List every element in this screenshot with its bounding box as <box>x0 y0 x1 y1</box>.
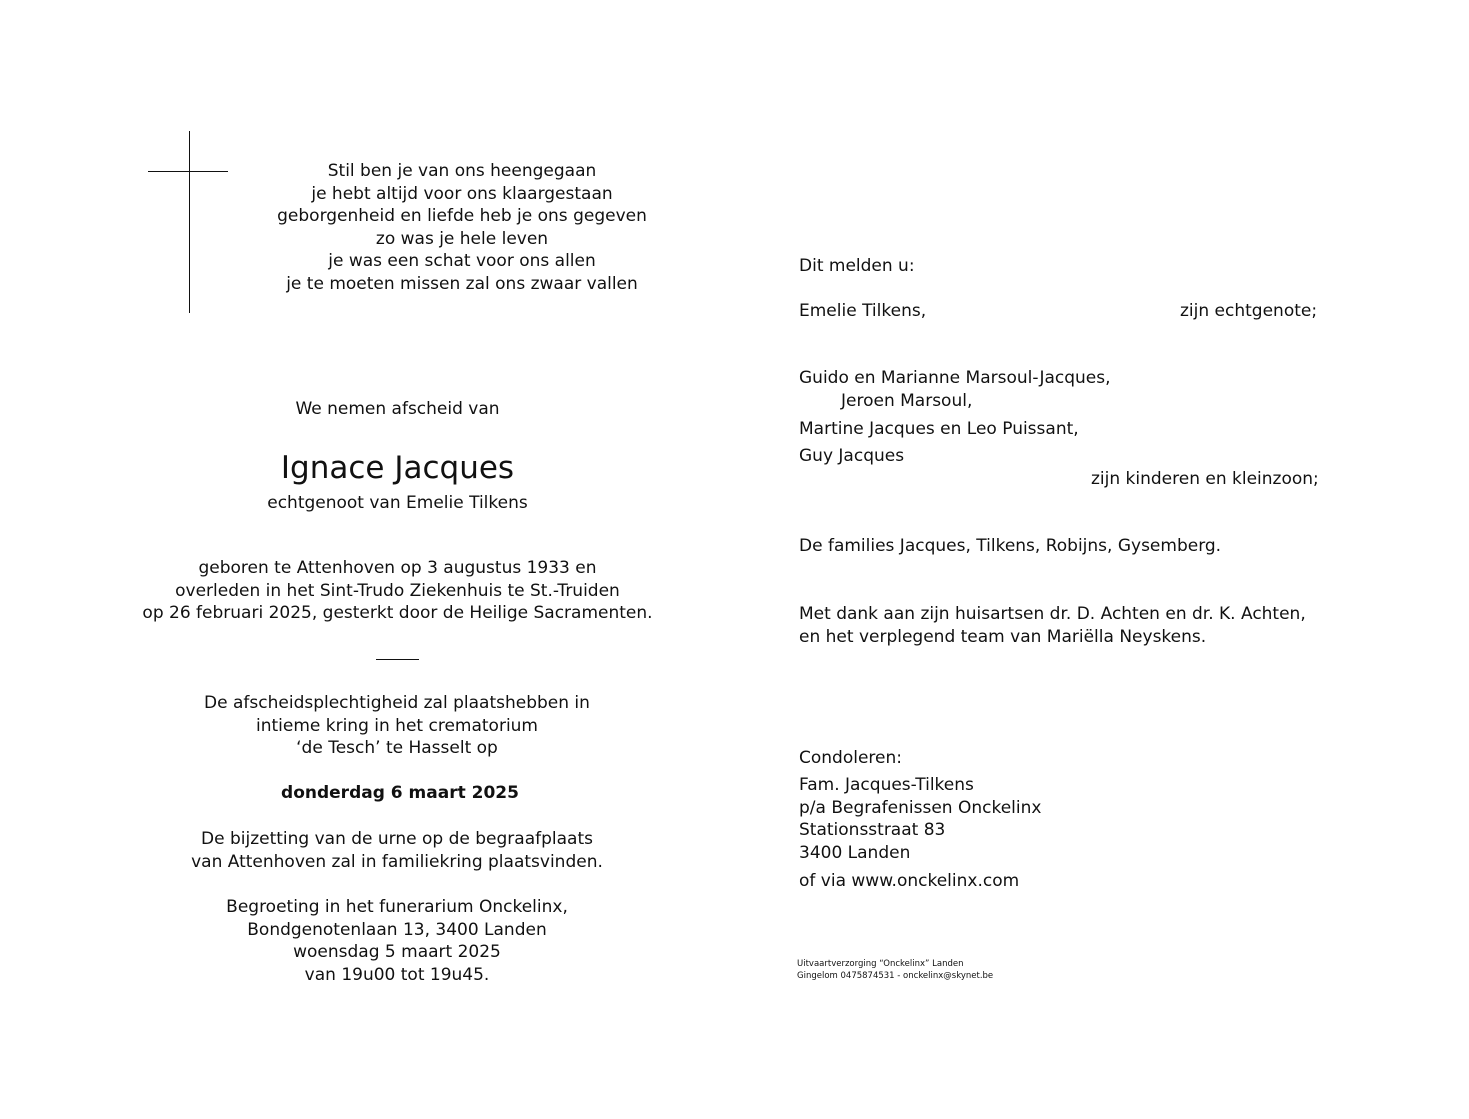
footer-line: Uitvaartverzorging “Onckelinx” Landen <box>797 959 964 969</box>
urn-line: van Attenhoven zal in familiekring plaatsvinden. <box>191 851 603 872</box>
divider <box>376 659 419 660</box>
child-entry: Guido en Marianne Marsoul-Jacques, <box>799 368 1111 388</box>
child-entry: Guy Jacques <box>799 446 905 466</box>
poem-line: geborgenheid en liefde heb je ons gegeven <box>277 206 647 227</box>
poem-line: Stil ben je van ons heengegaan <box>327 161 597 181</box>
footer-line: Gingelom 0475874531 - onckelinx@skynet.be <box>797 971 994 981</box>
children-relation: zijn kinderen en kleinzoon; <box>1091 469 1319 489</box>
poem <box>262 160 662 296</box>
poem-line: je hebt altijd voor ons klaargestaan <box>311 183 613 204</box>
poem-line: zo was je hele leven <box>375 228 549 249</box>
greeting-line: van 19u00 tot 19u45. <box>304 964 490 985</box>
spouse-relation: zijn echtgenote; <box>1180 301 1318 321</box>
condole-address <box>799 774 1041 864</box>
greeting-text <box>147 896 647 986</box>
grandson-entry: Jeroen Marsoul, <box>841 391 973 411</box>
farewell-intro: We nemen afscheid van <box>295 399 500 419</box>
funeral-home-footer <box>797 958 993 982</box>
deceased-name: Ignace Jacques <box>280 450 515 486</box>
address-line: Stationsstraat 83 <box>799 820 946 841</box>
announce-label: Dit melden u: <box>799 256 915 276</box>
condole-website: of via www.onckelinx.com <box>799 871 1020 891</box>
birth-death-text <box>100 557 695 625</box>
greeting-line: Begroeting in het funerarium Onckelinx, <box>226 897 568 917</box>
spouse-name: Emelie Tilkens, <box>799 301 927 321</box>
ceremony-line: ‘de Tesch’ te Hasselt op <box>296 738 498 759</box>
families-line: De families Jacques, Tilkens, Robijns, Gysemberg. <box>799 536 1222 556</box>
ceremony-line: De afscheidsplechtigheid zal plaatshebben in <box>204 693 590 713</box>
birth-death-line: op 26 februari 2025, gesterkt door de Heilige Sacramenten. <box>142 603 653 624</box>
urn-text <box>147 828 647 873</box>
poem-line: je was een schat voor ons allen <box>328 251 596 272</box>
spouse-line: echtgenoot van Emelie Tilkens <box>267 493 528 513</box>
cross-icon <box>189 131 190 313</box>
birth-death-line: geboren te Attenhoven op 3 augustus 1933 en <box>198 558 597 578</box>
address-line: p/a Begrafenissen Onckelinx <box>799 797 1042 818</box>
greeting-line: Bondgenotenlaan 13, 3400 Landen <box>247 919 547 940</box>
thanks-line: en het verplegend team van Mariëlla Neyskens. <box>799 626 1207 647</box>
child-entry: Martine Jacques en Leo Puissant, <box>799 419 1079 439</box>
ceremony-line: intieme kring in het crematorium <box>255 715 538 736</box>
thanks-line: Met dank aan zijn huisartsen dr. D. Achten en dr. K. Achten, <box>799 604 1306 624</box>
cross-icon-crossbar <box>148 171 228 172</box>
ceremony-text <box>147 692 647 760</box>
thanks-text <box>799 603 1306 648</box>
address-line: 3400 Landen <box>799 842 911 863</box>
poem-line: je te moeten missen zal ons zwaar vallen <box>286 273 638 294</box>
birth-death-line: overleden in het Sint-Trudo Ziekenhuis te St.-Truiden <box>175 580 620 601</box>
condole-label: Condoleren: <box>799 748 902 768</box>
address-line: Fam. Jacques-Tilkens <box>799 775 974 795</box>
urn-line: De bijzetting van de urne op de begraafplaats <box>201 829 593 849</box>
greeting-line: woensdag 5 maart 2025 <box>293 942 501 963</box>
ceremony-date: donderdag 6 maart 2025 <box>281 783 519 803</box>
